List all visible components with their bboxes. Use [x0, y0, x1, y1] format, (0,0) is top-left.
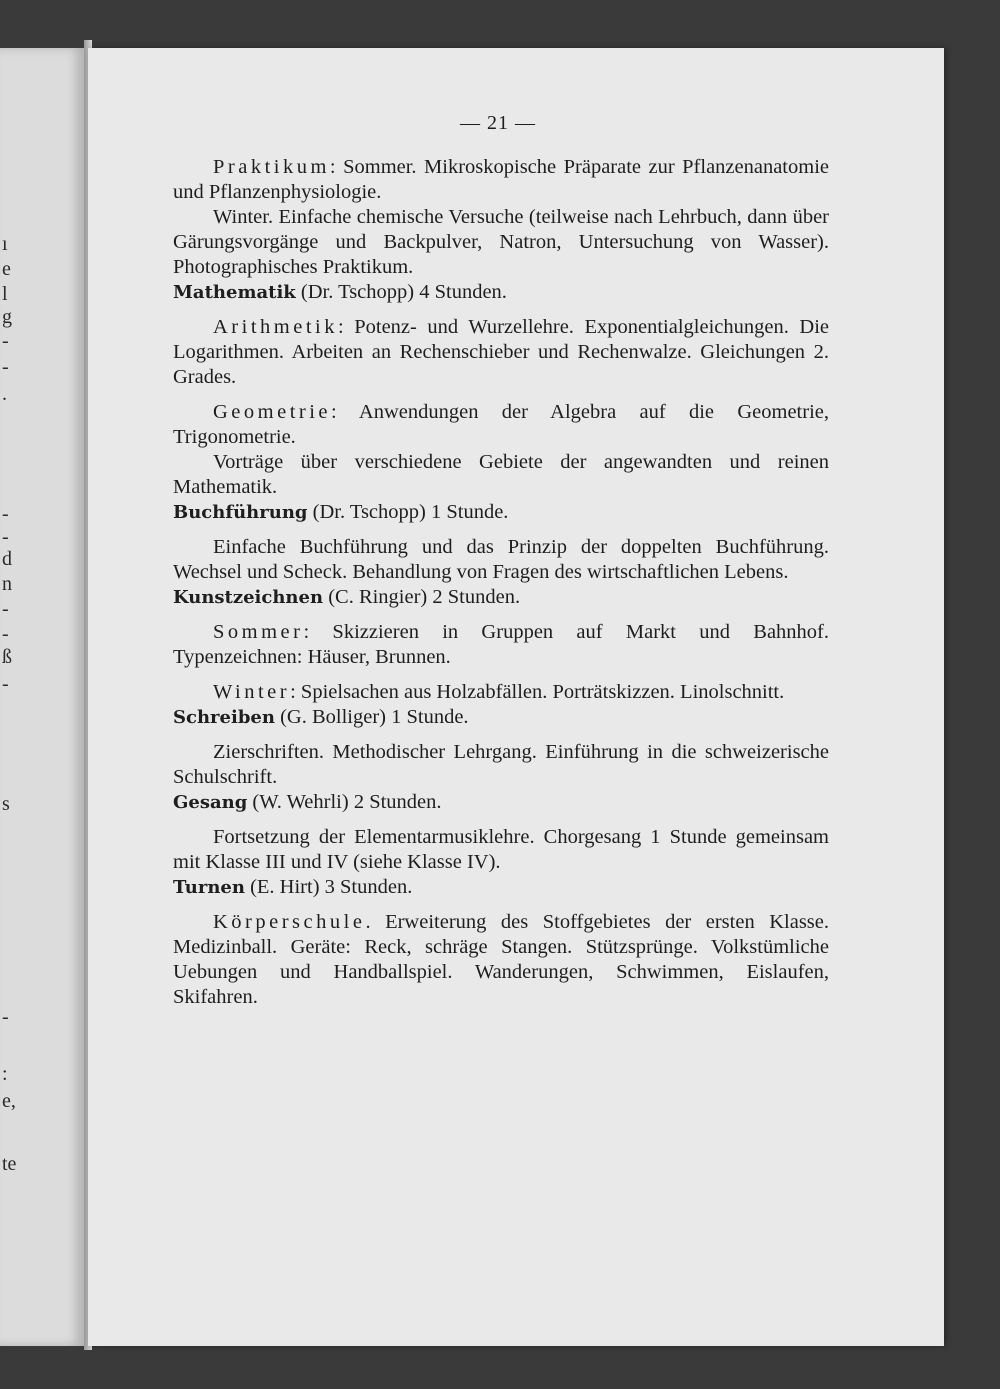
- subject-title: Buchführung: [173, 502, 308, 523]
- mathematik-vortraege: Vorträge über verschiedene Gebiete der angewandten und reinen Mathematik.: [173, 451, 829, 498]
- turnen-text: Körperschule. Erweiterung des Stoffgebietes der ersten Klasse. Medizinball. Geräte: Reck, schräge Stangen. Stützsprünge. Volkstümliche Uebungen und Handballspiel. Wanderungen, Schwimmen, Eislaufen, Skifahren.: [173, 911, 829, 1008]
- heading-schreiben: Schreiben (G. Bolliger) 1 Stunde.: [173, 706, 469, 728]
- margin-fragment: -: [2, 623, 9, 645]
- margin-fragment: -: [2, 673, 9, 695]
- page-number: — 21 —: [460, 112, 536, 134]
- margin-fragment: -: [2, 503, 9, 525]
- heading-gesang: Gesang (W. Wehrli) 2 Stunden.: [173, 791, 442, 813]
- margin-fragment: -: [2, 1006, 9, 1028]
- margin-fragment: .: [2, 383, 7, 405]
- kunstzeichnen-sommer: Sommer: Skizzieren in Gruppen auf Markt und Bahnhof. Typenzeichnen: Häuser, Brunnen.: [173, 621, 829, 668]
- margin-fragment: d: [2, 548, 12, 570]
- mathematik-geometrie: Geometrie: Anwendungen der Algebra auf die Geometrie, Trigonometrie.: [173, 401, 829, 448]
- margin-fragment: -: [2, 356, 9, 378]
- subject-title: Kunstzeichnen: [173, 587, 324, 608]
- page-content: [173, 155, 829, 1010]
- subject-title: Gesang: [173, 792, 248, 813]
- heading-turnen: Turnen (E. Hirt) 3 Stunden.: [173, 876, 413, 898]
- margin-fragment: te: [2, 1153, 17, 1175]
- facing-page-edge: [0, 48, 84, 1346]
- margin-fragment: e,: [2, 1090, 16, 1112]
- margin-fragment: l: [2, 283, 8, 305]
- praktikum-summer: Praktikum: Sommer. Mikroskopische Präparate zur Pflanzenanatomie und Pflanzenphysiologie.: [173, 156, 829, 203]
- margin-fragment: :: [2, 1063, 8, 1085]
- buchfuehrung-text: Einfache Buchführung und das Prinzip der doppelten Buchführung. Wechsel und Scheck. Behandlung von Fragen des wirtschaftlichen Lebens.: [173, 536, 829, 583]
- margin-fragment: -: [2, 598, 9, 620]
- subject-title: Schreiben: [173, 707, 275, 728]
- heading-buchfuehrung: Buchführung (Dr. Tschopp) 1 Stunde.: [173, 501, 509, 523]
- schreiben-text: Zierschriften. Methodischer Lehrgang. Einführung in die schweizerische Schulschrift.: [173, 741, 829, 788]
- subject-title: Turnen: [173, 877, 245, 898]
- margin-fragment: g: [2, 306, 12, 328]
- margin-fragment: -: [2, 526, 9, 548]
- praktikum-winter: Winter. Einfache chemische Versuche (teilweise nach Lehrbuch, dann über Gärungsvorgänge und Backpulver, Natron, Untersuchung von Wasser). Photographisches Praktikum.: [173, 206, 829, 278]
- margin-fragment: s: [2, 793, 10, 815]
- gesang-text: Fortsetzung der Elementarmusiklehre. Chorgesang 1 Stunde gemeinsam mit Klasse III und IV (siehe Klasse IV).: [173, 826, 829, 873]
- mathematik-arithmetik: Arithmetik: Potenz- und Wurzellehre. Exponentialgleichungen. Die Logarithmen. Arbeiten an Rechenschieber und Rechenwalze. Gleichungen 2. Grades.: [173, 316, 829, 388]
- margin-fragment: e: [2, 258, 11, 280]
- margin-fragment: -: [2, 330, 9, 352]
- heading-mathematik: Mathematik (Dr. Tschopp) 4 Stunden.: [173, 281, 507, 303]
- kunstzeichnen-winter: Winter: Spielsachen aus Holzabfällen. Porträtskizzen. Linolschnitt.: [213, 681, 785, 703]
- subject-title: Mathematik: [173, 282, 296, 303]
- margin-fragment: n: [2, 573, 12, 595]
- praktikum-label: Praktikum: [213, 156, 330, 178]
- margin-fragment: ß: [2, 646, 12, 668]
- document-page: [88, 48, 944, 1346]
- margin-fragment: ı: [2, 233, 8, 255]
- heading-kunstzeichnen: Kunstzeichnen (C. Ringier) 2 Stunden.: [173, 586, 521, 608]
